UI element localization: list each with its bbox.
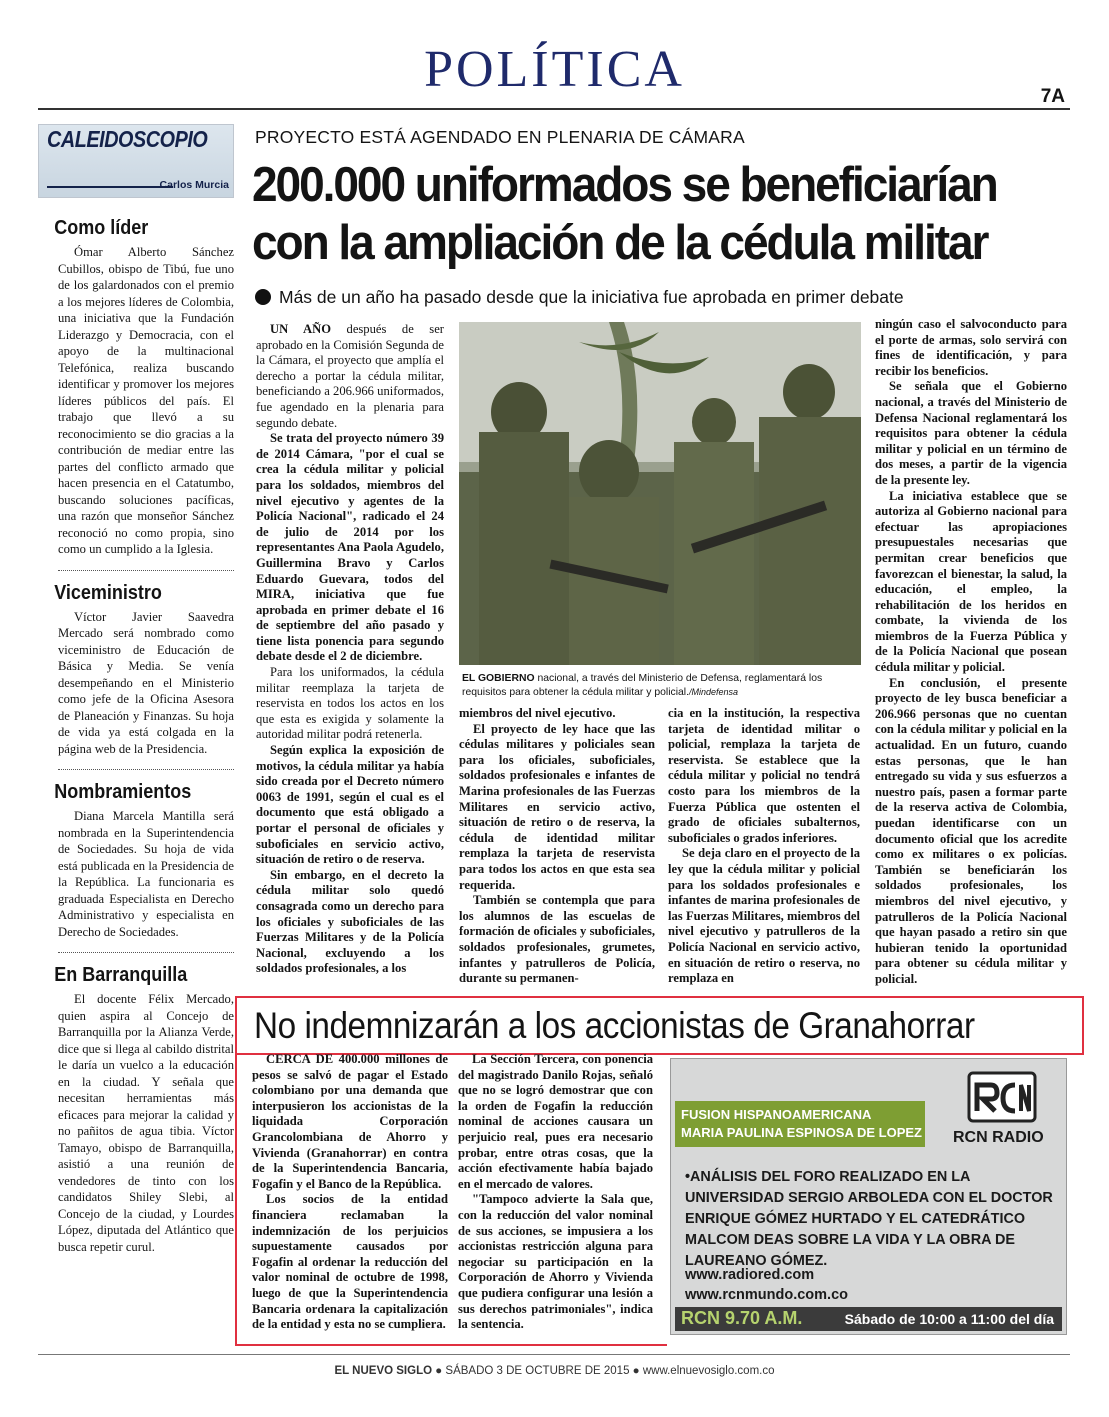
brand-rule xyxy=(47,186,173,188)
ad-schedule: Sábado de 10:00 a 11:00 del día xyxy=(844,1311,1054,1327)
footer-url[interactable]: www.elnuevosiglo.com.co xyxy=(642,1365,775,1377)
article-column-3: cia en la institución, la respectiva tarjeta de identidad militar o policial, remplaza la tarjeta de reservista. Se establece que la cédula militar y policial no tendrá costo para los miembros de la Fuerza Pública que ostenten el grado de oficiales subalternos, suboficiales o grados inferiores. Se deja claro en el proyecto de la ley que la cédula militar y policial para los soldados profesionales e infantes de marina profesionales de las Fuerzas Militares, miembros del nivel ejecutivo y patrulleros de la Policía Nacional en servicio activo, en situación de retiro o reserva, no remplaza en xyxy=(668,706,860,986)
brief-heading: Nombramientos xyxy=(54,781,192,803)
ad-link[interactable]: www.radiored.com xyxy=(685,1267,815,1283)
brief-text: Diana Marcela Mantilla será nombrada en la Superintendencia de Sociedades. Su hoja de vida está publicada en la Presidencia de la República. La funcionaria es graduada Especialista en Derecho Administrativo y especialista en Derecho de Sociedades. xyxy=(58,809,234,939)
footer-dot-icon: ● xyxy=(435,1365,446,1377)
rcn-logo-icon xyxy=(967,1071,1037,1131)
page-number: 7A xyxy=(1040,86,1065,107)
brief-heading: En Barranquilla xyxy=(54,964,188,986)
brief-text: El docente Félix Mercado, quien aspira al Concejo de Barranquilla por la Alianza Verde, dice que si llega al cabildo distrital le daría un vuelco a la educación en la ciudad. Y señala que necesitan herramientas más eficaces para mejorar la calidad y no pañitos de agua tibia. Víctor Tamayo, obispo de Barranquilla, asistió a una reunión de vendedores de tinto con los candidatos Shiley Slebi, al Concejo de la ciudad, y Lourdes López, diputada del Atlántico que busca repetir curul. xyxy=(58,992,234,1254)
ad-frequency: RCN 9.70 A.M. xyxy=(681,1308,803,1328)
footer-paper: EL NUEVO SIGLO xyxy=(334,1365,433,1377)
ad-program-banner: FUSION HISPANOAMERICANA MARIA PAULINA ESPINOSA DE LOPEZ xyxy=(675,1101,925,1147)
article-headline: 200.000 uniformados se beneficiarían con la ampliación de la cédula militar xyxy=(252,158,997,270)
section-title: POLÍTICA xyxy=(424,41,685,98)
article2-column-2: La Sección Tercera, con ponencia del magistrado Danilo Rojas, señaló que no se logró demostrar que con la orden de Fogafin la reducción nominal de acciones causara un perjuicio real, pues era necesario probar, entre otras cosas, que la acción efectivamente había bajado en el mercado de valores. "Tampoco advierte la Sala que, con la reducción del valor nominal de sus acciones, se impusiera a los accionistas restricción alguna para negociar su participación en la Corporación de Ahorro y Vivienda que pudiera configurar una lesión a sus derechos patrimoniales", indica la sentencia. xyxy=(458,1052,653,1332)
brief-text: Víctor Javier Saavedra Mercado será nombrado como viceministro de Educación de Básica y Media. Se venía desempeñando en el Ministerio como jefe de la Oficina Asesora de Planeación y Finanzas. Su hoja de vida ya está colgada en la página web de la Presidencia. xyxy=(58,609,234,756)
photo-caption: EL GOBIERNO nacional, a través del Ministerio de Defensa, reglamentará los requisitos para obtener la cédula militar y policial./Mindefensa xyxy=(462,673,823,698)
article-kicker: PROYECTO ESTÁ AGENDADO EN PLENARIA DE CÁMARA xyxy=(255,127,745,147)
article-column-1: UN AÑO después de ser aprobado en la Comisión Segunda de la Cámara, el proyecto que amplía el derecho a portar la cédula militar, beneficiando a 206.966 uniformados, fue agendado en la plenaria para segundo debate. Se trata del proyecto número 39 de 2014 Cámara, "por el cual se crea la cédula militar y policial para los soldados, miembros del nivel ejecutivo y agentes de la Policía Nacional", radicado el 24 de julio de 2014 por los representantes Ana Paola Agudelo, Guillermina Bravo y Carlos Eduardo Guevara, todos del MIRA, iniciativa que fue aprobada en primer debate el 16 de septiembre del año pasado y tiene lista ponencia para segundo debate desde el 2 de diciembre. Para los uniformados, la cédula militar reemplaza la tarjeta de reservista en todos los actos en los que esta es exigida y solamente la autoridad militar podrá retenerla. Según explica la exposición de motivos, la cédula militar ya había sido creada por el Decreto número 0063 de 1991, según el cual es el documento que está obligado a portar el personal de oficiales y suboficiales en servicio activo, situación de retiro o de reserva. Sin embargo, en el decreto la cédula militar solo quedó consagrada como un derecho para los oficiales y suboficiales de las Fuerzas Militares y de la Policía Nacional, excluyendo a los soldados profesionales, a los xyxy=(256,322,444,976)
column-title: CALEIDOSCOPIO xyxy=(47,126,208,152)
page-footer xyxy=(0,1365,1109,1377)
column-author: Carlos Murcia xyxy=(159,179,229,191)
ad-brand-name: RCN RADIO xyxy=(953,1129,1044,1146)
brief-heading: Viceministro xyxy=(54,581,162,604)
brief-text: Ómar Alberto Sánchez Cubillos, obispo de Tibú, fue uno de los galardonados con el premio a los mejores líderes de Colombia, una iniciativa que la Fundación Liderazgo y Democracia, con el apoyo de la multinacional Telefónica, realiza buscando identificar y promover los mejores líderes públicos del país. El trabajo que llevó a su reconocimiento se dio gracias a la contribución de mediar entre las partes del conflicto armado que hacen presencia en el Catatumbo, buscando soluciones pacíficas, una razón que monseñor Sánchez reconoció no como propia, sino como un cumplido a la Iglesia. xyxy=(58,245,234,556)
column-brand xyxy=(38,124,234,198)
soldiers-photo xyxy=(459,322,861,665)
article2-column-1: CERCA DE 400.000 millones de pesos se salvó de pagar el Estado colombiano por una demanda que interpusieron los accionistas de la liquidada Corporación Grancolombiana de Ahorro y Vivienda (Granahorrar) en contra de la Superintendencia Bancaria, Fogafin y el Banco de la República. Los socios de la entidad financiera reclamaban la indemnización de los perjuicios supuestamente causados por Fogafin al ordenar la reducción del valor nominal de octubre de 1998, luego de que la Superintendencia Bancaria ordenara la capitalización de la entidad y esta no se cumpliera. xyxy=(252,1052,448,1332)
bullet-icon xyxy=(255,289,271,305)
article-column-2: miembros del nivel ejecutivo. El proyecto de ley hace que las cédulas militares y policiales sean para los oficiales, suboficiales, soldados profesionales e infantes de Marina profesionales de las Fuerzas Militares en servicio activo, situación de retiro o de reserva, la cédula de identidad militar remplaza la tarjeta de reservista para todos los actos en que esta sea requerida. También se contempla que para los alumnos de las escuelas de formación de oficiales y suboficiales, soldados profesionales, grumetes, infantes y patrulleros de Policía, durante su permanen- xyxy=(459,706,655,986)
article2-headline: No indemnizarán a los accionistas de Granahorrar xyxy=(254,1005,975,1046)
footer-dot-icon: ● xyxy=(632,1365,643,1377)
ad-schedule-bar xyxy=(675,1307,1062,1331)
ad-websites[interactable] xyxy=(685,1265,848,1305)
article-column-4: ningún caso el salvoconducto para el porte de armas, solo servirá con fines de identificación, y para recibir los beneficios. Se señala que el Gobierno nacional, a través del Ministerio de Defensa Nacional reglamentará los requisitos para obtener la cédula militar y policial en un término de dos meses, a partir de la vigencia de la presente ley. La iniciativa establece que se autoriza al Gobierno nacional para efectuar las apropiaciones presupuestales necesarias que permitan crear beneficios que favorezcan el bienestar, la salud, la educación, el empleo, la rehabilitación de los heridos en combate, la vivienda de los miembros de la Fuerza Pública y de la Policía Nacional que posean cédula militar y policial. En conclusión, el presente proyecto de ley busca beneficiar a 206.966 personas que no cuentan con la cédula militar y policial en la actualidad. En un futuro, cuando estas personas, que le han entregado su vida y sus esfuerzos a nuestro país, pasen a formar parte de la reserva activa de Colombia, puedan identificarse con un documento oficial que los acredite como ex militares o ex policías. También se beneficiarán los soldados profesionales, los miembros del nivel ejecutivo, y patrulleros de la Policía Nacional que hayan pasado a retiro sin que hubieran tenido la oportunidad para obtener su cédula militar y policial. xyxy=(875,317,1067,986)
rcn-radio-ad[interactable] xyxy=(670,1058,1067,1335)
footer-rule xyxy=(38,1354,1070,1355)
divider xyxy=(58,952,234,953)
footer-date: SÁBADO 3 DE OCTUBRE DE 2015 xyxy=(445,1365,630,1377)
brief-heading: Como líder xyxy=(54,217,149,239)
header-rule xyxy=(38,108,1070,110)
ad-link[interactable]: www.rcnmundo.com.co xyxy=(685,1287,849,1303)
ad-description: •ANÁLISIS DEL FORO REALIZADO EN LA UNIVERSIDAD SERGIO ARBOLEDA CON EL DOCTOR ENRIQUE GÓMEZ HURTADO Y EL CATEDRÁTICO MALCOM DEAS SOBRE LA VIDA Y LA OBRA DE LAUREANO GÓMEZ. xyxy=(685,1169,1053,1269)
divider xyxy=(58,769,234,770)
divider xyxy=(58,570,234,571)
caleidoscopio-sidebar xyxy=(38,124,234,1334)
article-deck: Más de un año ha pasado desde que la iniciativa fue aprobada en primer debate xyxy=(255,287,904,308)
